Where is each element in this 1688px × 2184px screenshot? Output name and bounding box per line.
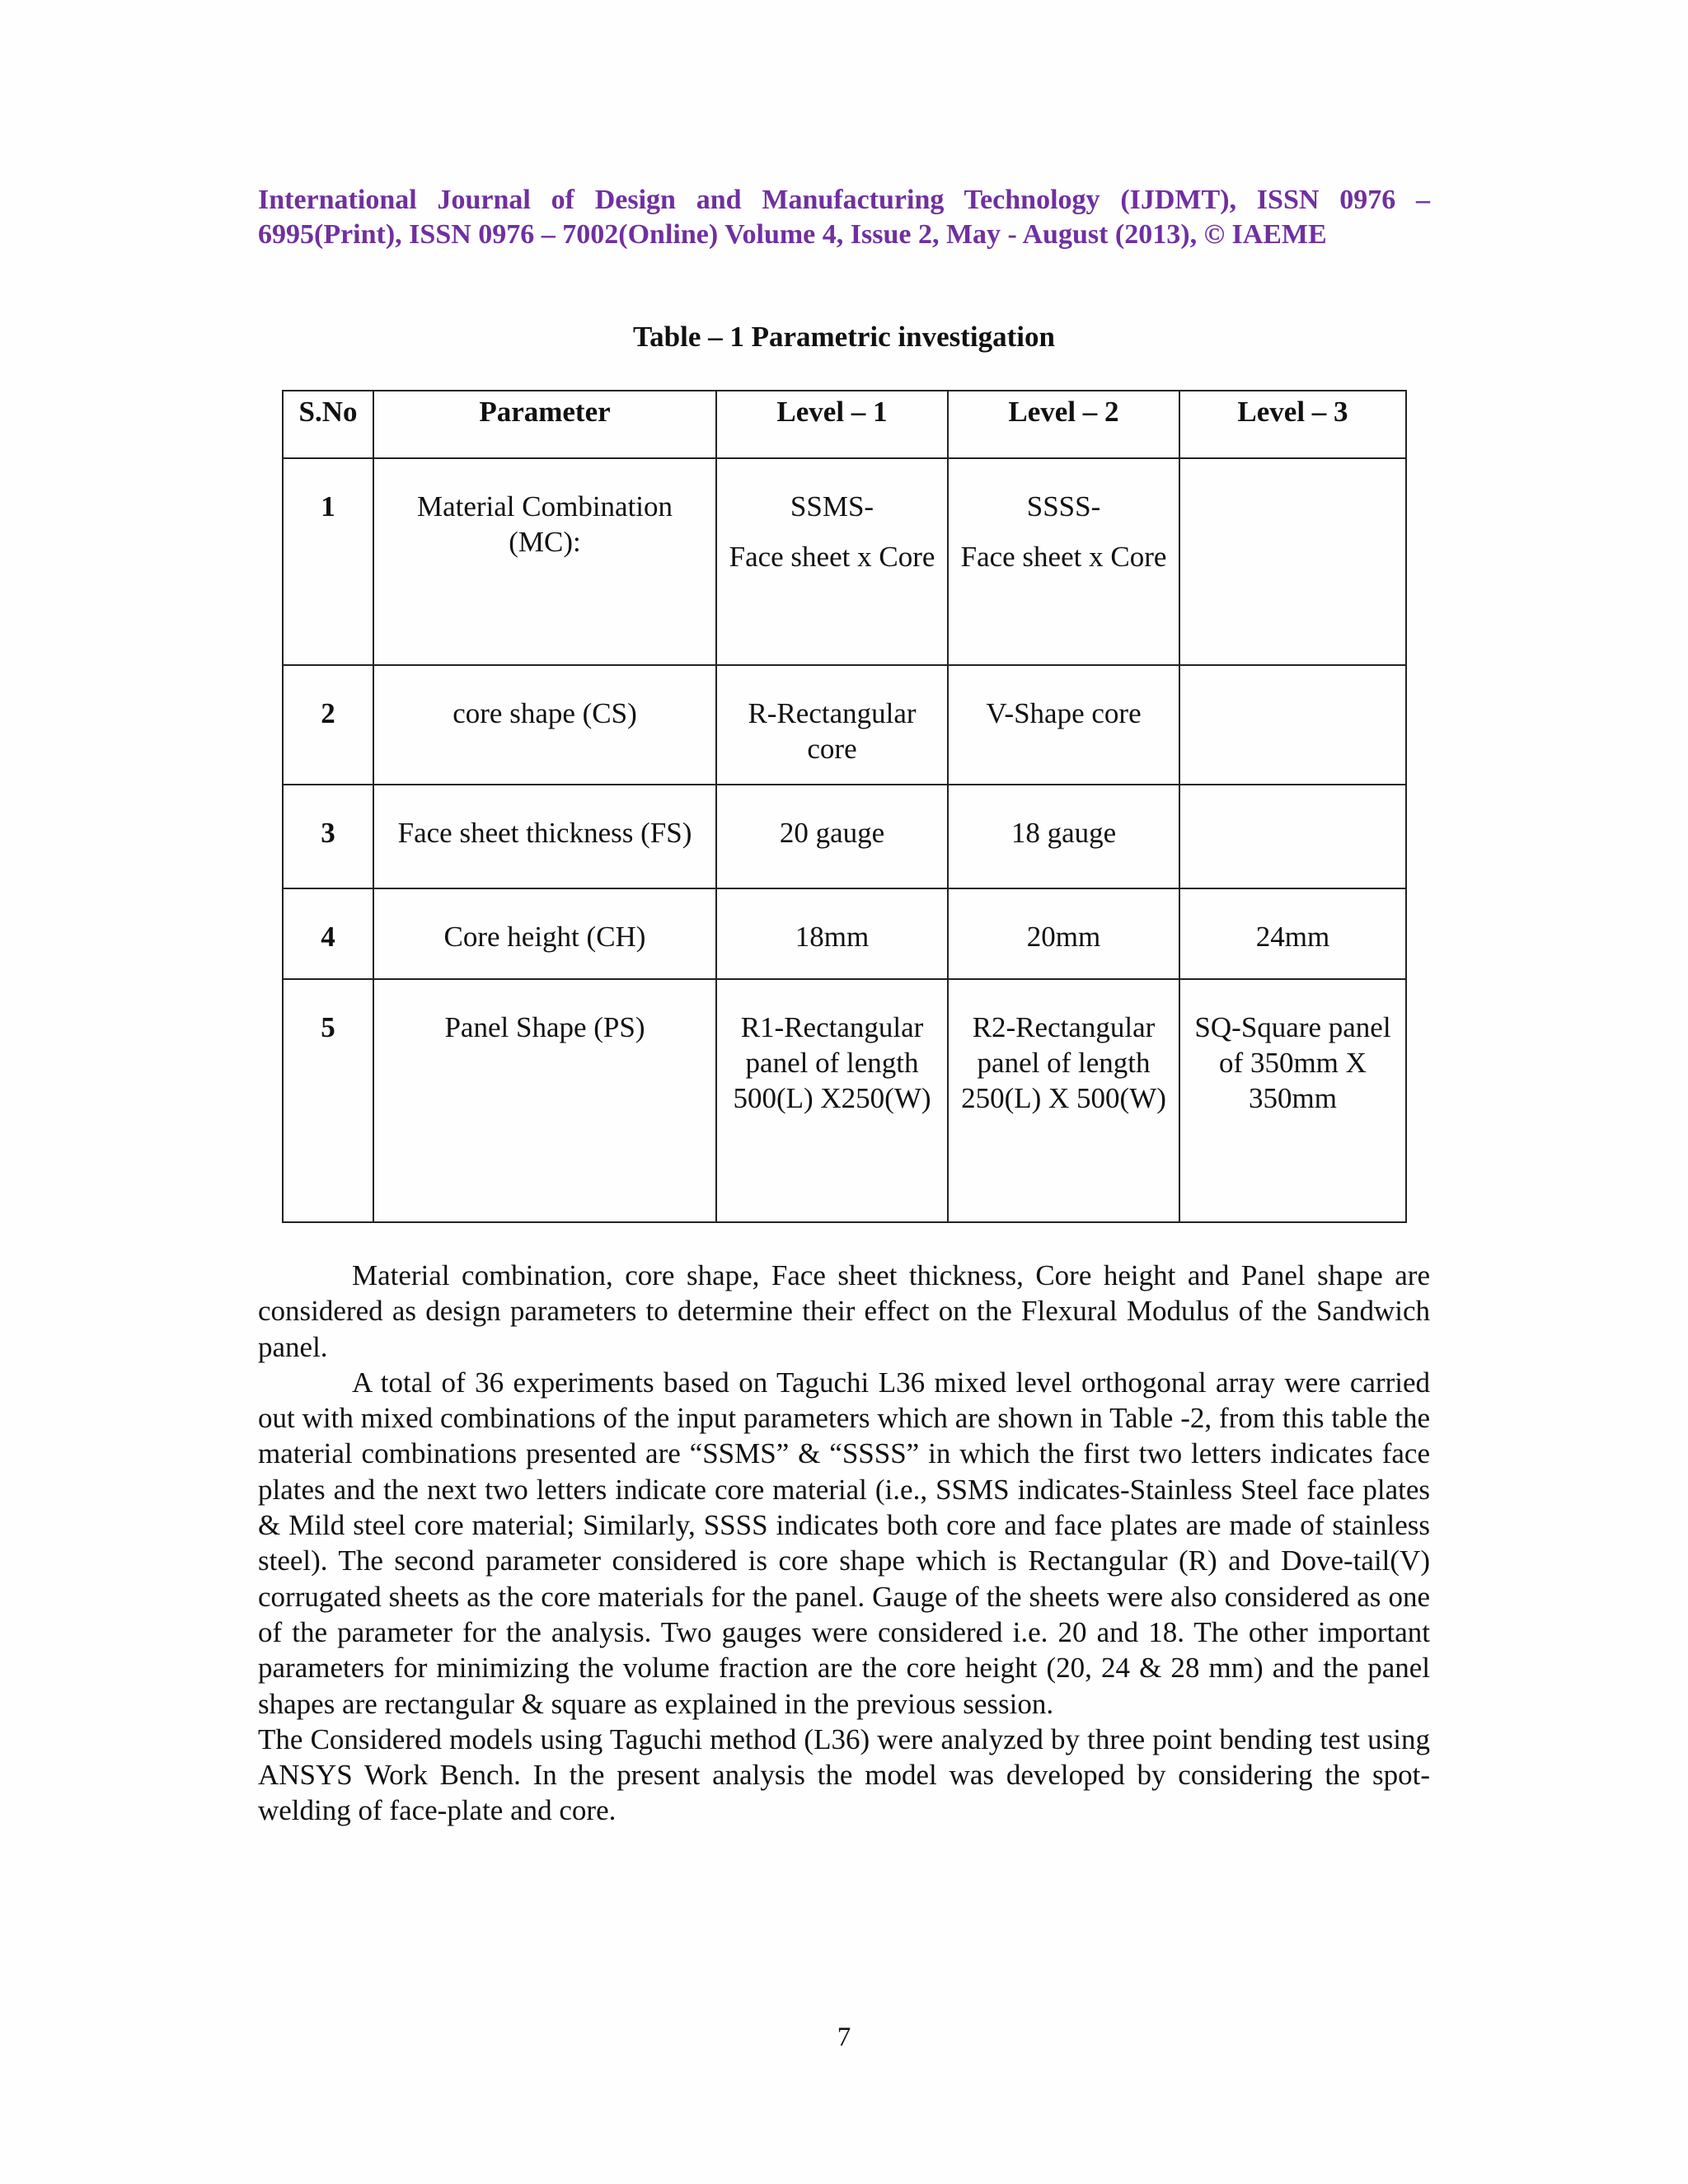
cell-sno: 2 bbox=[283, 665, 373, 785]
table-row bbox=[283, 458, 1406, 665]
table-row bbox=[283, 888, 1406, 979]
cell-level-3 bbox=[1179, 785, 1406, 888]
cell-level-1 bbox=[716, 458, 948, 665]
cell-parameter: Core height (CH) bbox=[373, 888, 716, 979]
cell-level-1-desc: Face sheet x Core bbox=[729, 541, 935, 573]
cell-sno: 5 bbox=[283, 979, 373, 1222]
paragraph-1: Material combination, core shape, Face sheet thickness, Core height and Panel shape are considered as design parameters to determine their effect on the Flexural Modulus of the Sandwich panel. bbox=[258, 1259, 1430, 1363]
cell-sno: 1 bbox=[283, 458, 373, 665]
cell-parameter: Face sheet thickness (FS) bbox=[373, 785, 716, 888]
table-header-row bbox=[283, 391, 1406, 458]
journal-header-line-2: 6995(Print), ISSN 0976 – 7002(Online) Volume 4, Issue 2, May - August (2013), © IAEME bbox=[258, 219, 1327, 250]
cell-level-2-desc: Face sheet x Core bbox=[960, 541, 1167, 573]
cell-level-2: 20mm bbox=[948, 888, 1179, 979]
table-row bbox=[283, 785, 1406, 888]
cell-level-2 bbox=[948, 458, 1179, 665]
cell-level-1: R-Rectangular core bbox=[716, 665, 948, 785]
column-header-parameter: Parameter bbox=[373, 391, 716, 458]
cell-level-2: 18 gauge bbox=[948, 785, 1179, 888]
cell-level-2: V-Shape core bbox=[948, 665, 1179, 785]
cell-level-1: 20 gauge bbox=[716, 785, 948, 888]
page-number: 7 bbox=[837, 2022, 851, 2052]
parameter-table bbox=[282, 390, 1407, 1223]
column-header-sno: S.No bbox=[283, 391, 373, 458]
cell-level-1: R1-Rectangular panel of length 500(L) X250(W) bbox=[716, 979, 948, 1222]
paragraph-3: The Considered models using Taguchi method (L36) were analyzed by three point bending test using ANSYS Work Bench. In the present analysis the model was developed by considering the spot-welding of face-plate and core. bbox=[258, 1722, 1430, 1827]
journal-header bbox=[258, 183, 1430, 252]
table-row bbox=[283, 665, 1406, 785]
cell-level-3: SQ-Square panel of 350mm X 350mm bbox=[1179, 979, 1406, 1222]
cell-sno: 4 bbox=[283, 888, 373, 979]
column-header-level-2: Level – 2 bbox=[948, 391, 1179, 458]
cell-level-2-code: SSSS- bbox=[1026, 490, 1101, 523]
journal-header-line-1: International Journal of Design and Manufacturing Technology (IJDMT), ISSN 0976 – bbox=[258, 185, 1430, 215]
cell-parameter: Panel Shape (PS) bbox=[373, 979, 716, 1222]
cell-level-3 bbox=[1179, 665, 1406, 785]
body-text bbox=[258, 1258, 1430, 1829]
paragraph-2: A total of 36 experiments based on Taguchi L36 mixed level orthogonal array were carried out with mixed combinations of the input parameters which are shown in Table -2, from this table the material combinations presented are “SSMS” & “SSSS” in which the first two letters indicates face plates and the next two letters indicate core material (i.e., SSMS indicates-Stainless Steel face plates & Mild steel core material; Similarly, SSSS indicates both core and face plates are made of stainless steel). The second parameter considered is core shape which is Rectangular (R) and Dove-tail(V) corrugated sheets as the core materials for the panel. Gauge of the sheets were also considered as one of the parameter for the analysis. Two gauges were considered i.e. 20 and 18. The other important parameters for minimizing the volume fraction are the core height (20, 24 & 28 mm) and the panel shapes are rectangular & square as explained in the previous session. bbox=[258, 1366, 1430, 1720]
column-header-level-3: Level – 3 bbox=[1179, 391, 1406, 458]
cell-level-2: R2-Rectangular panel of length 250(L) X 500(W) bbox=[948, 979, 1179, 1222]
cell-parameter: core shape (CS) bbox=[373, 665, 716, 785]
cell-sno: 3 bbox=[283, 785, 373, 888]
cell-parameter: Material Combination (MC): bbox=[373, 458, 716, 665]
table-caption: Table – 1 Parametric investigation bbox=[633, 321, 1055, 353]
cell-level-1: 18mm bbox=[716, 888, 948, 979]
column-header-level-1: Level – 1 bbox=[716, 391, 948, 458]
cell-level-3: 24mm bbox=[1179, 888, 1406, 979]
cell-level-3 bbox=[1179, 458, 1406, 665]
cell-level-1-code: SSMS- bbox=[790, 490, 874, 523]
table-row bbox=[283, 979, 1406, 1222]
